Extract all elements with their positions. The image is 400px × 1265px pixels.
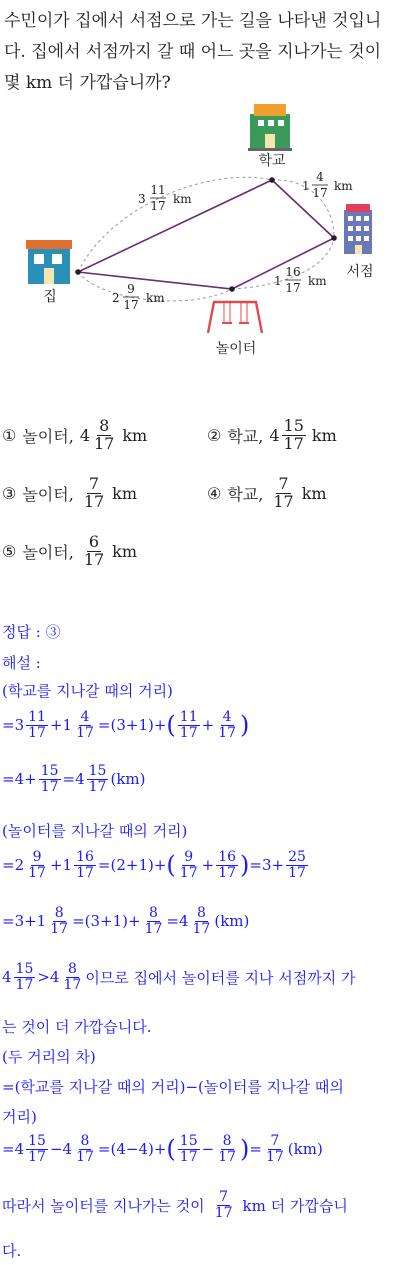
home-icon	[26, 240, 72, 284]
option-4-fraction: $\frac{7}{17}$	[273, 474, 294, 511]
svg-text:17: 17	[285, 281, 301, 295]
playground-calc-1: =2 $\frac{9}{17}$ +1 $\frac{16}{17}$ =(2+1)+ ( $\frac{9}{17}$ + $\frac{16}{17}$ ) =3+ $\frac{25}{17}$	[2, 849, 306, 881]
playground-calc-2: =3+1 $\frac{8}{17}$ =(3+1)+ $\frac{8}{17}$ =4 $\frac{8}{17}$ (km)	[2, 905, 250, 937]
svg-text:km: km	[146, 291, 165, 305]
svg-text:km: km	[308, 274, 327, 288]
svg-text:1: 1	[302, 179, 310, 193]
playground-title: (놀이터를 지나갈 때의 거리)	[2, 822, 188, 840]
distance-home-playground	[112, 282, 165, 312]
final-line-2: 다.	[2, 1242, 22, 1260]
diff-calc: =4 $\frac{15}{17}$ −4 $\frac{8}{17}$ =(4−4)+ ( $\frac{15}{17}$ − $\frac{8}{17}$ ) = $\frac{7}{17}$ (km)	[2, 1133, 323, 1165]
compare-line: 4 $\frac{15}{17}$ >4 $\frac{8}{17}$ 이므로 집에서 놀이터를 지나 서점까지 가	[2, 961, 356, 993]
route-via-school	[78, 180, 334, 272]
home-label: 집	[43, 289, 57, 305]
bookstore-label: 서점	[346, 264, 374, 280]
option-5[interactable]: ⑤ 놀이터, $\frac{6}{17}$ km	[2, 532, 138, 569]
svg-text:4: 4	[316, 170, 324, 184]
svg-text:1: 1	[274, 274, 282, 288]
option-1[interactable]: ① 놀이터, 4 $\frac{8}{17}$ km	[2, 416, 148, 453]
svg-text:2: 2	[112, 291, 120, 305]
option-1-fraction: $\frac{8}{17}$	[94, 416, 115, 453]
compare-line-2: 는 것이 더 가깝습니다.	[2, 1018, 152, 1036]
distance-playground-bookstore	[274, 265, 327, 295]
diff-title: (두 거리의 차)	[2, 1048, 96, 1066]
question-text: 수민이가 집에서 서점으로 가는 길을 나타낸 것입니다. 집에서 서점까지 갈 때 어느 곳을 지나가는 것이 몇 km 더 가깝습니까?	[4, 11, 382, 93]
svg-text:16: 16	[285, 265, 301, 279]
option-3-fraction: $\frac{7}{17}$	[83, 474, 105, 511]
school-calc-1: =3 $\frac{11}{17}$ +1 $\frac{4}{17}$ =(3+1)+ ( $\frac{11}{17}$ + $\frac{4}{17}$ )	[2, 709, 250, 741]
bookstore-point	[331, 235, 337, 241]
option-3[interactable]: ③ 놀이터, $\frac{7}{17}$ km	[2, 474, 138, 511]
school-point	[269, 177, 275, 183]
svg-text:17: 17	[123, 298, 139, 312]
svg-text:17: 17	[150, 199, 166, 213]
school-title: (학교를 지나갈 때의 거리)	[2, 682, 173, 700]
final-line: 따라서 놀이터를 지나가는 것이 $\frac{7}{17}$ km 더 가깝습니	[2, 1189, 348, 1221]
svg-text:17: 17	[312, 186, 328, 200]
option-2-fraction: $\frac{15}{17}$	[283, 416, 304, 453]
answer-line: 정답 : ③	[2, 623, 61, 641]
home-point	[75, 269, 81, 275]
option-5-fraction: $\frac{6}{17}$	[83, 532, 105, 569]
svg-text:3: 3	[138, 192, 146, 206]
option-2[interactable]: ② 학교, 4 $\frac{15}{17}$ km	[207, 416, 337, 453]
svg-text:11: 11	[150, 183, 166, 197]
svg-text:km: km	[173, 192, 192, 206]
distance-school-bookstore	[302, 170, 353, 200]
diff-text-1: =(학교를 지나갈 때의 거리)−(놀이터를 지나갈 때의	[2, 1078, 344, 1096]
school-icon	[248, 104, 292, 151]
swing-icon	[208, 302, 262, 333]
svg-text:9: 9	[127, 282, 135, 296]
bookstore-icon	[344, 204, 372, 254]
playground-label: 놀이터	[215, 341, 257, 357]
explain-label: 해설 :	[2, 654, 41, 672]
diff-text-2: 거리)	[2, 1108, 37, 1126]
svg-text:km: km	[334, 179, 353, 193]
school-calc-2: =4+ $\frac{15}{17}$ =4 $\frac{15}{17}$ (km)	[2, 763, 146, 795]
option-4[interactable]: ④ 학교, $\frac{7}{17}$ km	[207, 474, 327, 511]
playground-point	[229, 286, 235, 292]
school-label: 학교	[258, 153, 286, 169]
route-diagram	[0, 96, 400, 366]
